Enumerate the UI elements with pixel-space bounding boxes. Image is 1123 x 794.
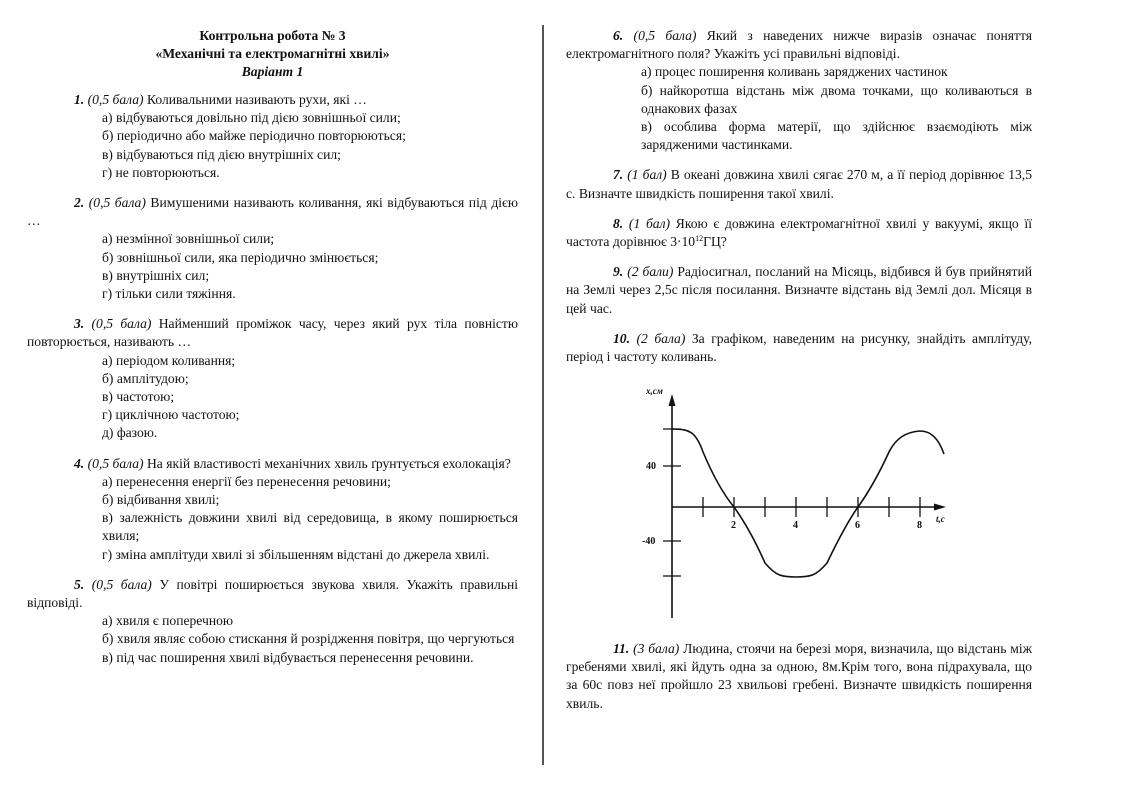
question-text: Людина, стоячи на березі моря, визначила, що відстань між гребенями хвилі, які йдуть одна за одною, 8м.Крім того, вона підрахувала, що за 60с повз неї пройшло 23 хвильові гребені. Визначте швидкість поширення хвиль. (566, 641, 1032, 711)
x-tick-label-4: 4 (793, 520, 798, 531)
page-title: Контрольна робота № 3 (199, 28, 346, 43)
x-axis-label: t,c (936, 514, 945, 524)
left-column (27, 27, 518, 679)
question-number: 4. (74, 455, 85, 471)
question-1 (27, 91, 518, 182)
options-list (102, 612, 518, 667)
question-text: У повітрі поширюється звукова хвиля. Укажіть правильні відповіді. (27, 576, 519, 611)
option-v: в) відбуваються під дією внутрішніх сил; (102, 146, 341, 162)
question-text: На якій властивості механічних хвиль ґрунтується ехолокація? (143, 455, 511, 471)
option-b: б) хвиля являє собою стискання й розрідження повітря, що чергуються (102, 631, 515, 647)
option-a: а) відбуваються довільно під дією зовнішньої сили; (102, 110, 401, 126)
question-text: За графіком, наведеним на рисунку, знайдіть амплітуду, період і частоту коливань. (566, 330, 1032, 365)
option-a: а) періодом коливання; (102, 352, 236, 368)
graph-svg (630, 380, 960, 630)
question-number: 8. (613, 215, 624, 231)
option-v: в) внутрішніх сил; (102, 267, 210, 283)
question-number: 6. (613, 28, 624, 43)
question-number: 10. (613, 330, 630, 346)
question-points: (0,5 бала) (91, 576, 152, 592)
option-g: г) тільки сили тяжіння. (102, 286, 236, 302)
options-list (102, 230, 518, 303)
variant-label: Варіант 1 (241, 64, 304, 79)
question-points: (0,5 бала) (88, 195, 146, 211)
option-b: б) відбивання хвилі; (102, 492, 220, 508)
question-text: Який з наведених нижче виразів означає поняття електромагнітного поля? Укажіть усі правильні відповіді. (566, 28, 1032, 62)
question-text: Коливальними називають рухи, які … (143, 92, 367, 107)
question-6 (566, 27, 1032, 154)
question-10 (566, 330, 1032, 366)
option-g: г) не повторюються. (102, 164, 220, 180)
y-tick-label-40: 40 (646, 461, 656, 472)
question-7 (566, 166, 1032, 202)
question-points: (0,5 бала) (87, 92, 144, 107)
options-list (102, 473, 518, 564)
option-v: в) особлива форма матерії, що здійснює взаємодіють між зарядженими частинками. (641, 119, 1032, 153)
question-text: Радіосигнал, посланий на Місяць, відбився й був прийнятий на Землі через 2,5с після посилання. Визначте відстань від Землі дол. Місяця в цей час. (566, 264, 1032, 316)
question-number: 9. (613, 264, 624, 280)
question-9 (566, 263, 1032, 318)
question-11 (566, 640, 1032, 713)
question-2 (27, 194, 518, 303)
page-subtitle: «Механічні та електромагнітні хвилі» (155, 46, 390, 61)
question-points: (0,5 бала) (633, 28, 697, 43)
option-a: а) незмінної зовнішньої сили; (102, 231, 275, 247)
question-4 (27, 455, 518, 564)
option-b: б) зовнішньої сили, яка періодично змінюється; (102, 249, 379, 265)
oscillation-curve (672, 429, 944, 577)
option-b: б) періодично або майже періодично повторюються; (102, 128, 406, 144)
option-a: а) хвиля є поперечною (102, 613, 234, 629)
question-points: (0,5 бала) (91, 316, 152, 332)
x-tick-label-2: 2 (731, 520, 736, 531)
question-text-after: ГЦ? (703, 234, 727, 250)
question-text: В океані довжина хвилі сягає 270 м, а її період дорівнює 13,5 с. Визначте швидкість поширення такої хвилі. (566, 167, 1032, 201)
options-list (102, 109, 518, 182)
question-number: 11. (613, 641, 630, 656)
option-a: а) процес поширення коливань заряджених частинок (641, 64, 948, 80)
question-points: (2 бали) (627, 264, 674, 280)
question-3 (27, 315, 518, 442)
option-g: г) зміна амплітуди хвилі зі збільшенням відстані до джерела хвилі. (102, 546, 490, 562)
options-list (641, 63, 1032, 154)
option-g: г) циклічною частотою; (102, 407, 240, 423)
question-number: 3. (74, 316, 85, 332)
question-number: 1. (74, 92, 85, 107)
question-points: (0,5 бала) (87, 455, 144, 471)
question-points: (1 бал) (627, 167, 667, 183)
option-d: д) фазою. (102, 425, 158, 441)
question-text: Вимушеними називають коливання, які відбуваються під дією … (27, 195, 519, 229)
option-b: б) найкоротша відстань між двома точками, що коливаються в однакових фазах (641, 82, 1032, 116)
question-points: (2 бала) (636, 330, 686, 346)
y-axis-label: x,см (646, 386, 663, 396)
option-v: в) під час поширення хвилі відбувається перенесення речовини. (102, 649, 474, 665)
option-v: в) частотою; (102, 389, 175, 405)
y-tick-label-neg40: -40 (642, 536, 656, 547)
exponent: 12 (695, 234, 704, 244)
title-block (27, 27, 518, 81)
option-v: в) залежність довжини хвилі від середовища, в якому поширюється хвиля; (102, 510, 518, 544)
question-points: (3 бала) (633, 641, 680, 656)
y-axis-arrow-icon (669, 394, 676, 406)
question-points: (1 бал) (628, 215, 671, 231)
question-number: 7. (613, 167, 624, 183)
question-number: 2. (74, 195, 85, 211)
options-list (102, 352, 518, 443)
option-b: б) амплітудою; (102, 370, 189, 386)
question-8 (566, 215, 1032, 251)
x-tick-label-6: 6 (855, 520, 860, 531)
option-a: а) перенесення енергії без перенесення речовини; (102, 473, 391, 489)
x-axis-arrow-icon (934, 504, 946, 511)
question-text: Найменший проміжок часу, через який рух тіла повністю повторюється, називають … (27, 316, 518, 350)
question-text: Якою є довжина електромагнітної хвилі у вакуумі, якщо її частота дорівнює 3·10 (566, 215, 1032, 250)
x-tick-label-8: 8 (917, 520, 922, 531)
question-number: 5. (74, 576, 85, 592)
column-divider (542, 25, 544, 765)
question-5 (27, 576, 518, 667)
oscillation-graph (630, 380, 960, 630)
